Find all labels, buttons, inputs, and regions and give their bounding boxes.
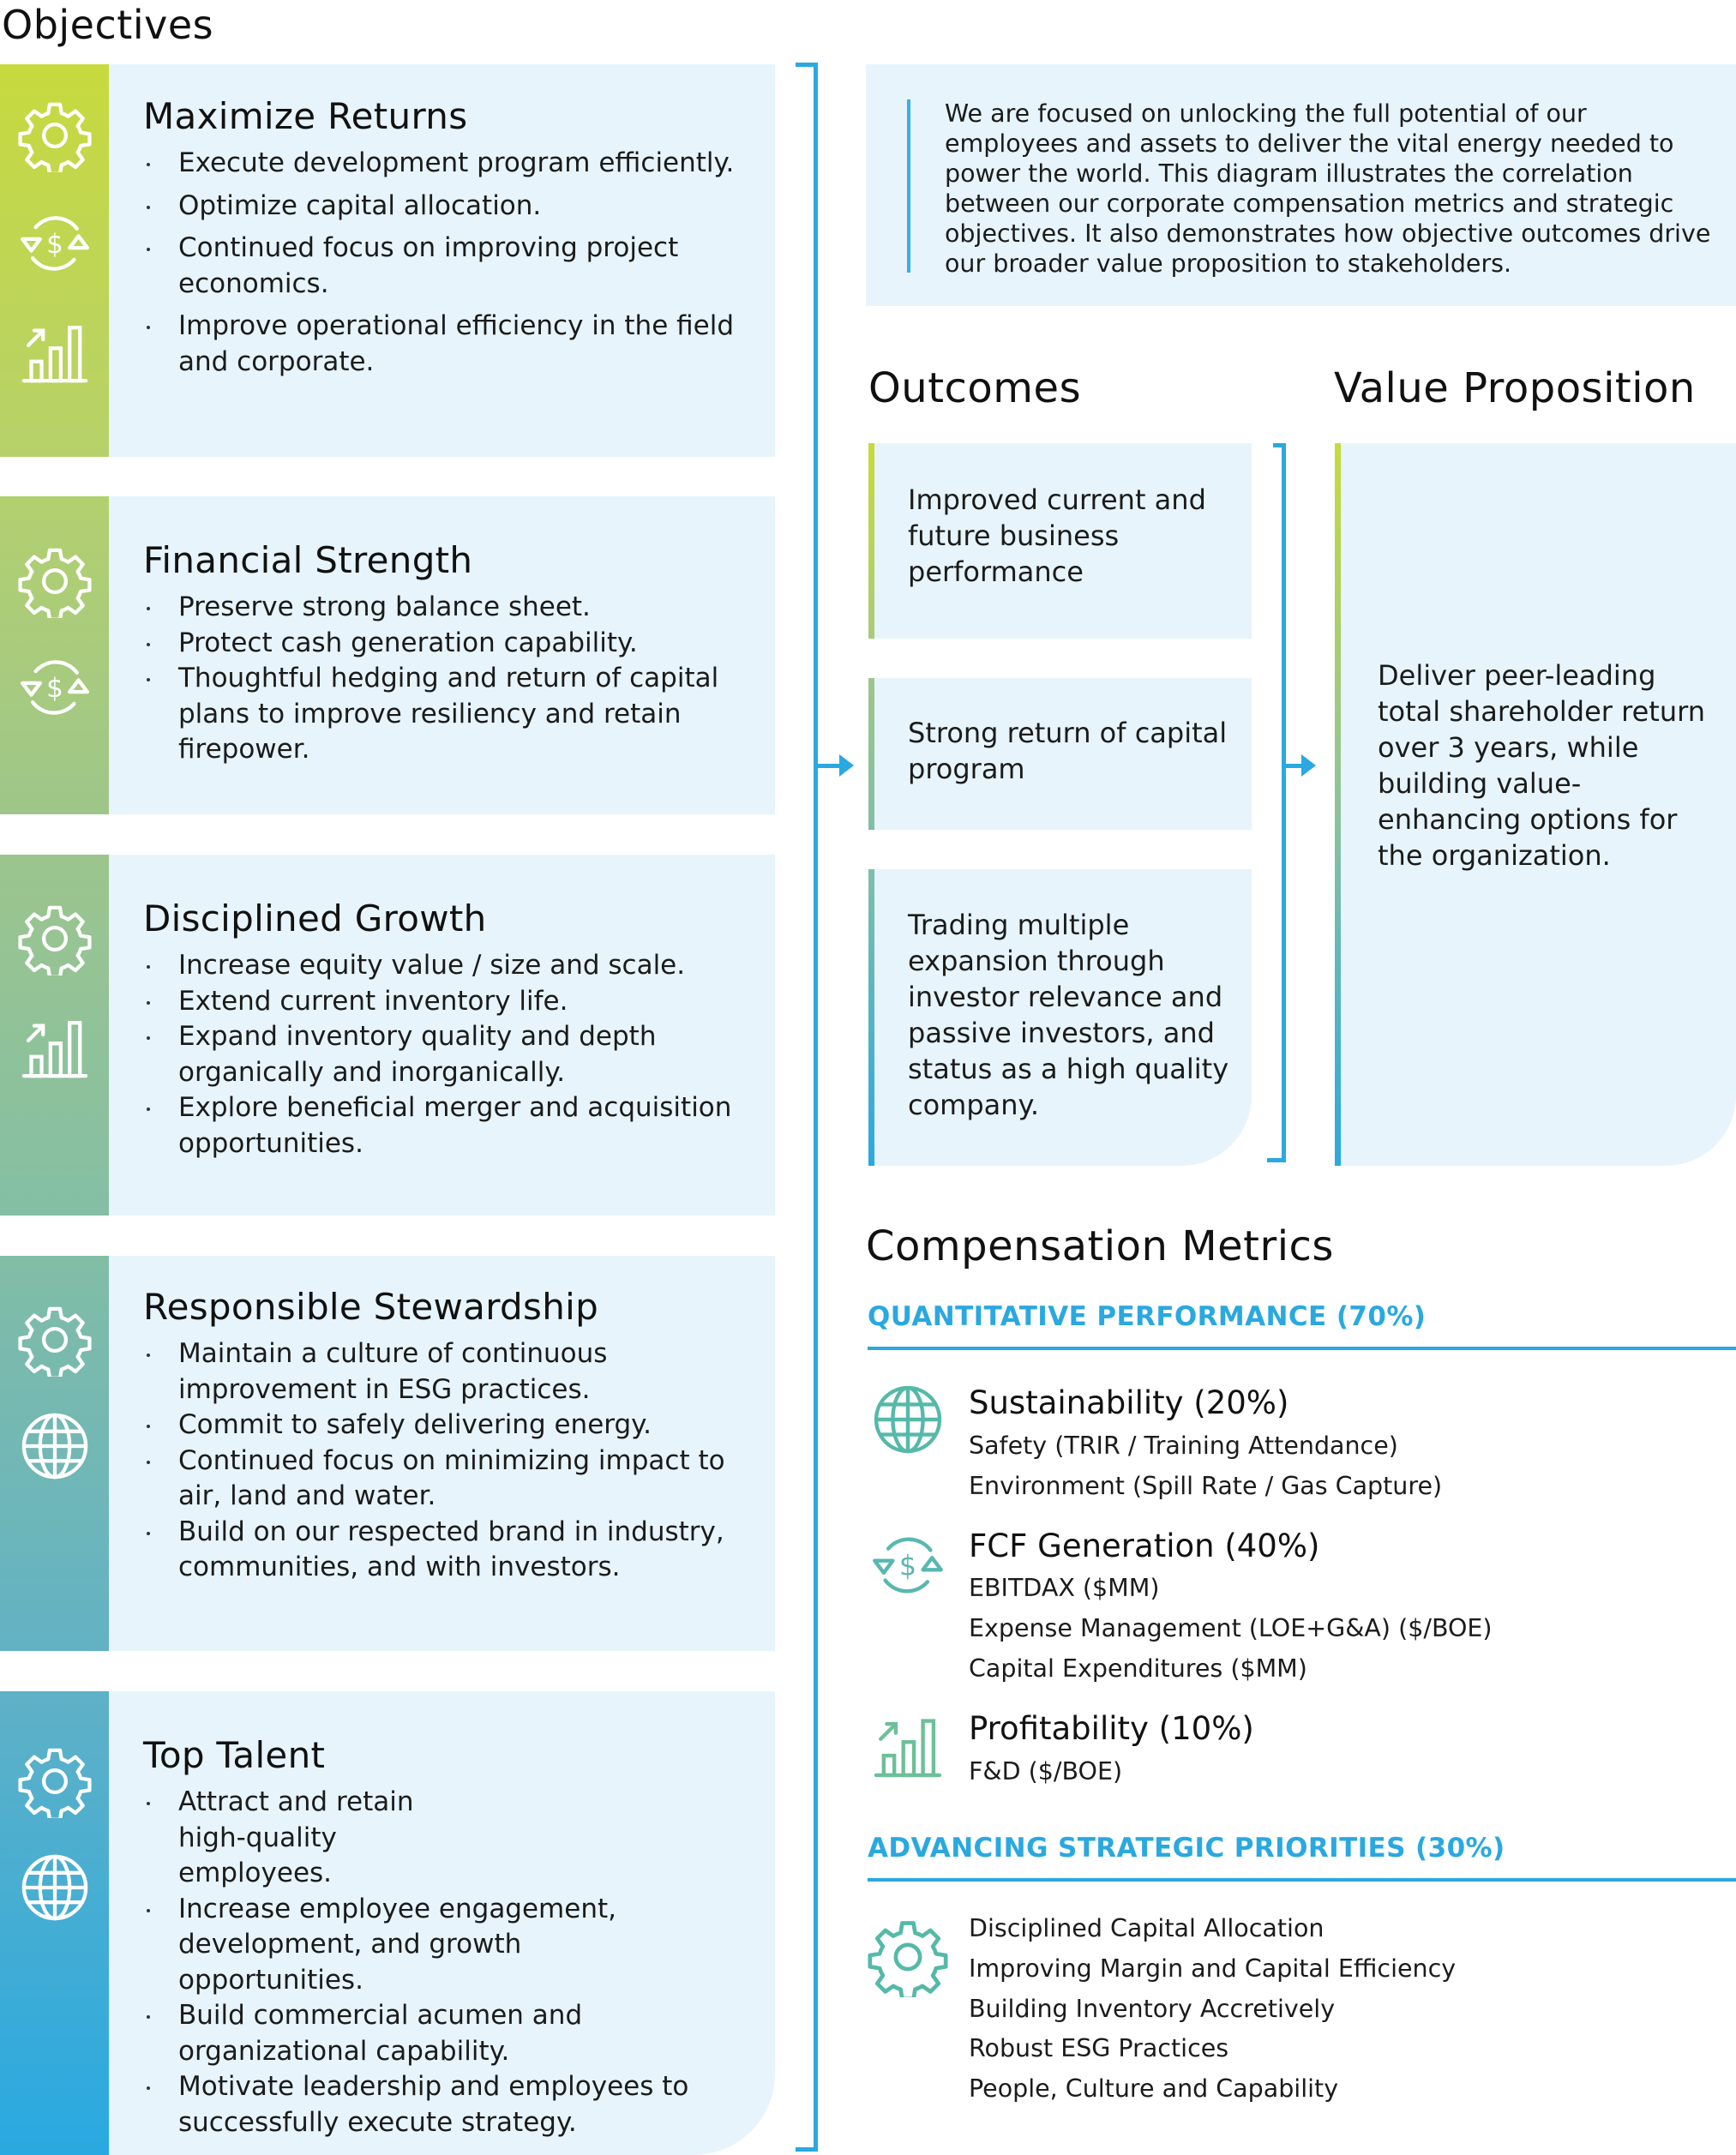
objective-bullet: Build on our respected brand in industry, communities, and with investors. xyxy=(143,1515,758,1586)
value-proposition-title: Value Proposition xyxy=(1334,364,1696,412)
metric-item: F&D ($/BOE) xyxy=(969,1757,1123,1786)
divider xyxy=(868,1878,1736,1882)
objective-bullet: Thoughtful hedging and return of capital plans to improve resiliency and retain firepower. xyxy=(143,661,758,768)
bar-chart-growth-icon xyxy=(870,1706,946,1781)
gear-icon xyxy=(868,1917,948,1997)
objective-card-disciplined-growth xyxy=(0,855,775,1216)
metric-item: Environment (Spill Rate / Gas Capture) xyxy=(969,1472,1443,1500)
objective-title: Financial Strength xyxy=(143,539,473,581)
intro-text: We are focused on unlocking the full potential of our employees and assets to deliver the vital energy needed to power the world. This diagram illustrates the correlation between our corporate compensation metrics and strategic objectives. It also demonstrates how objective outcomes drive our broader value proposition to stakeholders. xyxy=(945,99,1711,278)
metric-title: Profitability (10%) xyxy=(969,1710,1254,1747)
strategic-item: Disciplined Capital Allocation xyxy=(969,1914,1325,1942)
outcome-card xyxy=(868,678,1252,830)
objective-bullet: Continued focus on minimizing impact to air, land and water. xyxy=(143,1444,758,1515)
strategic-header: ADVANCING STRATEGIC PRIORITIES (30%) xyxy=(868,1833,1505,1864)
outcome-card xyxy=(868,443,1252,639)
objective-bullet: Extend current inventory life. xyxy=(143,984,758,1020)
intro-panel xyxy=(866,64,1736,306)
gear-icon xyxy=(18,99,92,172)
gear-icon xyxy=(18,1744,92,1818)
objective-bullet: Commit to safely delivering energy. xyxy=(143,1408,758,1444)
objective-bullet: Protect cash generation capability. xyxy=(143,626,758,662)
compensation-title: Compensation Metrics xyxy=(866,1222,1334,1270)
objective-card-maximize-returns xyxy=(0,64,775,457)
outcome-text: Improved current and future business performance xyxy=(908,483,1206,588)
outcome-text: Strong return of capital program xyxy=(908,717,1228,785)
outcome-card xyxy=(868,869,1252,1166)
value-proposition-card xyxy=(1335,443,1736,1166)
globe-icon xyxy=(18,1409,92,1483)
value-proposition-text: Deliver peer-leading total shareholder return over 3 years, while building value-enhancing options for the organization. xyxy=(1378,659,1705,872)
objective-bullet: Optimize capital allocation. xyxy=(143,189,758,225)
divider xyxy=(868,1347,1736,1350)
gear-icon xyxy=(18,902,92,975)
strategic-item: Improving Margin and Capital Efficiency xyxy=(969,1954,1457,1983)
metric-title: FCF Generation (40%) xyxy=(969,1528,1320,1564)
strategic-item: Robust ESG Practices xyxy=(969,2034,1229,2062)
objective-bullet: Preserve strong balance sheet. xyxy=(143,590,758,626)
objective-bullet: Attract and retain high-quality employees. xyxy=(143,1785,435,1892)
objective-card-responsible-stewardship xyxy=(0,1256,775,1651)
metric-title: Sustainability (20%) xyxy=(969,1384,1289,1421)
outcome-text: Trading multiple expansion through investor relevance and passive investors, and status as a high quality company. xyxy=(908,909,1229,1121)
bar-chart-growth-icon xyxy=(18,313,92,387)
objective-bullet: Expand inventory quality and depth organically and inorganically. xyxy=(143,1019,758,1090)
dollar-cycle-icon xyxy=(870,1528,946,1603)
dollar-cycle-icon xyxy=(18,207,92,280)
objective-title: Disciplined Growth xyxy=(143,897,487,939)
objective-card-financial-strength xyxy=(0,496,775,814)
objective-bullet: Increase employee engagement, development, and growth opportunities. xyxy=(143,1892,675,1999)
objective-bullet: Continued focus on improving project economics. xyxy=(143,231,758,302)
objective-bullet: Execute development program efficiently. xyxy=(143,146,758,182)
intro-accent-bar xyxy=(907,99,910,273)
objective-bullet: Motivate leadership and employees to successfully execute strategy. xyxy=(143,2069,758,2140)
metric-item: Safety (TRIR / Training Attendance) xyxy=(969,1432,1398,1460)
metric-item: Capital Expenditures ($MM) xyxy=(969,1654,1307,1683)
objective-bullet: Explore beneficial merger and acquisition opportunities. xyxy=(143,1090,758,1162)
objective-card-top-talent xyxy=(0,1691,775,2155)
objectives-title: Objectives xyxy=(2,2,214,48)
globe-icon xyxy=(18,1851,92,1924)
strategic-item: Building Inventory Accretively xyxy=(969,1995,1336,2023)
objective-title: Maximize Returns xyxy=(143,95,468,137)
dollar-cycle-icon xyxy=(18,651,92,724)
objective-bullet: Increase equity value / size and scale. xyxy=(143,948,758,984)
objective-title: Top Talent xyxy=(143,1734,326,1776)
arrow-right-icon xyxy=(839,754,854,777)
strategic-item: People, Culture and Capability xyxy=(969,2074,1339,2103)
objective-bullet: Improve operational efficiency in the field and corporate. xyxy=(143,309,758,380)
gear-icon xyxy=(18,1303,92,1377)
metric-item: EBITDAX ($MM) xyxy=(969,1574,1160,1602)
quantitative-header: QUANTITATIVE PERFORMANCE (70%) xyxy=(868,1301,1427,1332)
globe-icon xyxy=(870,1382,946,1457)
objective-bullet: Build commercial acumen and organizational capability. xyxy=(143,1998,758,2069)
arrow-right-icon xyxy=(1301,754,1316,777)
outcomes-title: Outcomes xyxy=(868,364,1082,412)
gear-icon xyxy=(18,544,92,618)
objective-title: Responsible Stewardship xyxy=(143,1286,599,1328)
objective-bullet: Maintain a culture of continuous improvement in ESG practices. xyxy=(143,1336,758,1408)
metric-item: Expense Management (LOE+G&A) ($/BOE) xyxy=(969,1614,1493,1642)
bar-chart-growth-icon xyxy=(18,1008,92,1082)
